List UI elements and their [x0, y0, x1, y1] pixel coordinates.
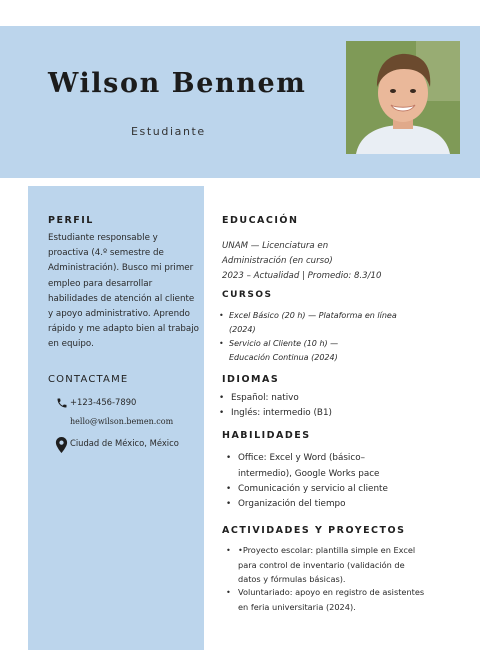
- bullet-icon: •: [219, 311, 224, 320]
- actividades-item-text: •Proyecto escolar: plantilla simple en Excel para control de inventario (validación de datos y fórmulas básicas).: [238, 545, 416, 584]
- habilidades-item-text: Office: Excel y Word (básico–intermedio), Google Works pace: [238, 453, 380, 479]
- idiomas-item: [219, 406, 431, 422]
- cursos-item-text: Servicio al Cliente (10 h) — Educación Continua (2024): [229, 339, 339, 362]
- contact-email[interactable]: hello@wilson.bemen.com: [70, 417, 174, 426]
- educacion-line-3: 2023 – Actualidad | Promedio: 8.3/10: [222, 271, 382, 281]
- map-pin-icon: [55, 437, 68, 453]
- profile-photo-illustration: [346, 41, 460, 154]
- actividades-title: ACTIVIDADES Y PROYECTOS: [222, 525, 406, 536]
- perfil-title: PERFIL: [48, 215, 94, 226]
- idiomas-title: IDIOMAS: [222, 374, 280, 385]
- bullet-icon: •: [219, 339, 224, 348]
- profile-photo: [346, 41, 460, 154]
- educacion-line-2: Administración (en curso): [222, 256, 333, 266]
- cursos-item-text: Excel Básico (20 h) — Plataforma en línea (2024): [229, 311, 397, 334]
- bullet-icon: •: [226, 545, 231, 555]
- bullet-icon: •: [219, 393, 225, 403]
- cursos-item: [219, 309, 414, 337]
- idiomas-item-text: Español: nativo: [231, 393, 299, 403]
- contact-title: CONTACTAME: [48, 374, 129, 385]
- actividades-item: [226, 585, 433, 614]
- phone-icon: [56, 397, 68, 409]
- educacion-title: EDUCACIÓN: [222, 215, 299, 226]
- cursos-item: [219, 337, 379, 365]
- cursos-title: CURSOS: [222, 290, 273, 300]
- bullet-icon: •: [226, 499, 232, 509]
- habilidades-item-text: Comunicación y servicio al cliente: [238, 484, 388, 494]
- bullet-icon: •: [226, 453, 232, 463]
- actividades-item-text: Voluntariado: apoyo en registro de asistentes en feria universitaria (2024).: [238, 587, 425, 612]
- contact-address: Ciudad de México, México: [70, 438, 179, 448]
- habilidades-title: HABILIDADES: [222, 430, 311, 441]
- bullet-icon: •: [226, 587, 231, 597]
- habilidades-item: [226, 451, 406, 482]
- actividades-item: [226, 543, 428, 587]
- idiomas-item: [219, 391, 431, 407]
- perfil-text: Estudiante responsable y proactiva (4.º semestre de Administración). Busco mi primer empleo para desarrollar habilidades de atención al cliente y apoyo administrativo. Aprendo rápido y me adapto bien al trabajo en equipo.: [48, 233, 199, 350]
- educacion-line-1: UNAM — Licenciatura en: [222, 241, 329, 251]
- habilidades-item-text: Organización del tiempo: [238, 499, 346, 509]
- idiomas-item-text: Inglés: intermedio (B1): [231, 408, 332, 418]
- candidate-subtitle: Estudiante: [131, 125, 206, 138]
- habilidades-item: [226, 482, 438, 498]
- bullet-icon: •: [219, 408, 225, 418]
- candidate-name: Wilson Bennem: [48, 68, 307, 99]
- contact-phone[interactable]: +123-456-7890: [70, 397, 137, 407]
- habilidades-item: [226, 497, 438, 513]
- bullet-icon: •: [226, 484, 232, 494]
